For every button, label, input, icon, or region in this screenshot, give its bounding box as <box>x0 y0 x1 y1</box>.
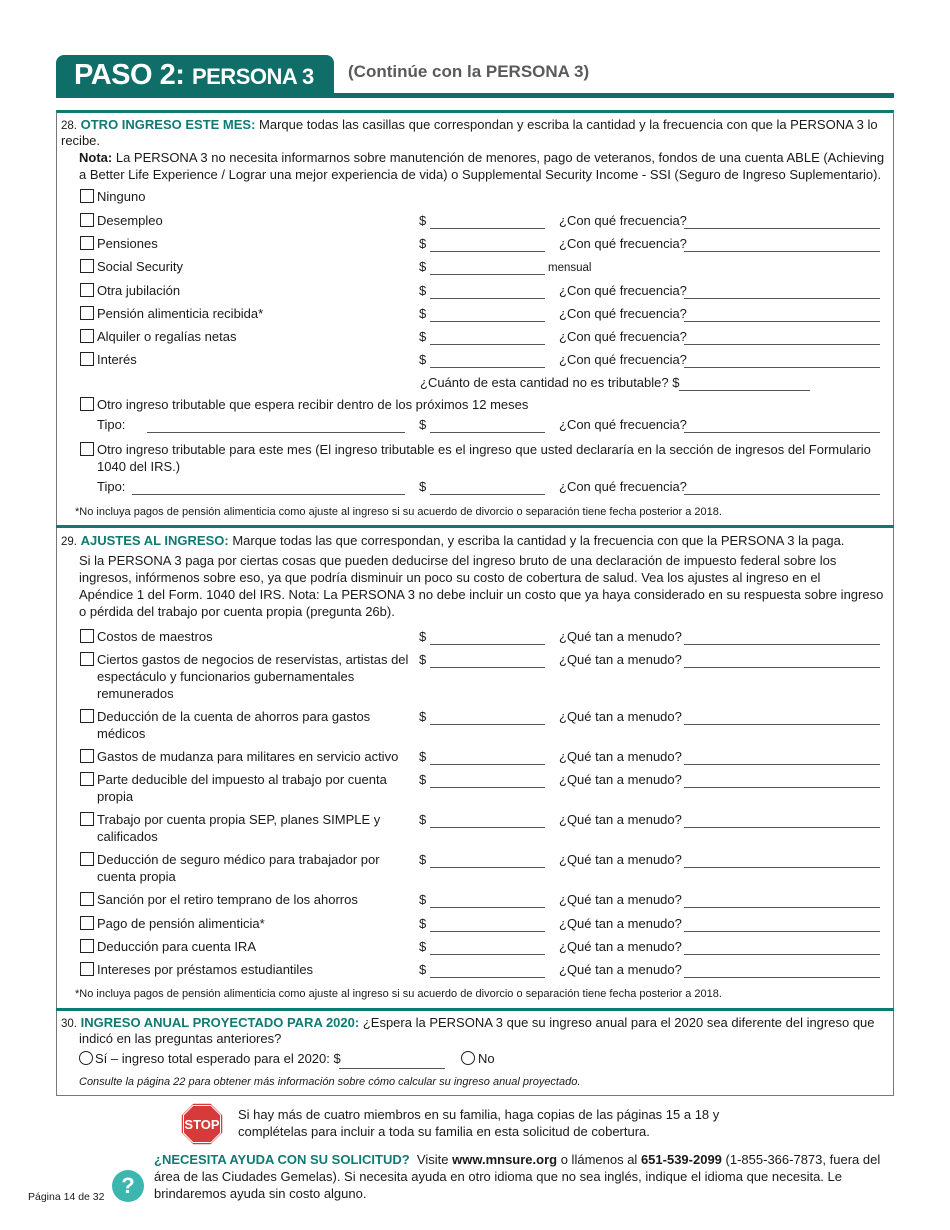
checkbox[interactable] <box>80 852 94 866</box>
how-often-field[interactable] <box>684 764 880 765</box>
checkbox[interactable] <box>80 749 94 763</box>
checkbox[interactable] <box>80 236 94 250</box>
checkbox[interactable] <box>80 962 94 976</box>
label-other-12-months: Otro ingreso tributable que espera recibir dentro de los próximos 12 meses <box>97 397 529 412</box>
section-divider <box>56 1008 894 1011</box>
currency-sign: $ <box>419 259 427 274</box>
checkbox[interactable] <box>80 709 94 723</box>
help-question-icon: ? <box>112 1170 144 1202</box>
help-phone-alt: (1-855-366-7873, fuera del <box>725 1152 881 1167</box>
amount-field[interactable] <box>430 867 545 868</box>
q30-title: INGRESO ANUAL PROYECTADO PARA 2020: <box>80 1015 360 1030</box>
checkbox[interactable] <box>80 916 94 930</box>
checkbox-other-12-months[interactable] <box>80 397 94 411</box>
section-divider <box>56 525 894 528</box>
checkbox[interactable] <box>80 259 94 273</box>
currency-sign: $ <box>419 852 427 867</box>
radio-yes[interactable] <box>79 1051 93 1065</box>
radio-no[interactable] <box>461 1051 475 1065</box>
checkbox[interactable] <box>80 629 94 643</box>
income-type-label: Otra jubilación <box>97 283 181 298</box>
stop-sign-icon <box>180 1102 224 1146</box>
how-often-label: ¿Qué tan a menudo? <box>559 652 682 667</box>
monthly-label: mensual <box>548 262 592 274</box>
amount-field[interactable] <box>430 787 545 788</box>
checkbox-ninguno[interactable] <box>80 189 94 203</box>
amount-field[interactable] <box>430 494 545 495</box>
q28-note <box>79 149 889 166</box>
checkbox[interactable] <box>80 892 94 906</box>
amount-field[interactable] <box>430 298 545 299</box>
frequency-field[interactable] <box>684 432 880 433</box>
amount-field[interactable] <box>430 667 545 668</box>
adjustment-label: Gastos de mudanza para militares en servicio activo <box>97 749 399 764</box>
checkbox[interactable] <box>80 329 94 343</box>
header-rule <box>56 93 894 98</box>
adjustment-label: Deducción de la cuenta de ahorros para gastos <box>97 709 371 724</box>
amount-field[interactable] <box>430 977 545 978</box>
checkbox[interactable] <box>80 939 94 953</box>
frequency-field[interactable] <box>684 321 880 322</box>
checkbox-other-this-month[interactable] <box>80 442 94 456</box>
currency-sign: $ <box>419 939 427 954</box>
adjustment-label: Parte deducible del impuesto al trabajo por cuenta <box>97 772 387 787</box>
adjustment-label: médicos <box>97 726 146 741</box>
adjustment-label: remunerados <box>97 686 174 701</box>
currency-sign: $ <box>419 962 427 977</box>
adjustment-label: Deducción de seguro médico para trabajador por <box>97 852 380 867</box>
how-often-label: ¿Qué tan a menudo? <box>559 939 682 954</box>
frequency-field[interactable] <box>684 228 880 229</box>
income-type-label: Pensión alimenticia recibida* <box>97 306 264 321</box>
amount-field[interactable] <box>430 321 545 322</box>
adjustment-label: Sanción por el retiro temprano de los ahorros <box>97 892 358 907</box>
q29-heading <box>61 532 886 551</box>
label-other-this-month-cont: 1040 del IRS.) <box>97 459 181 474</box>
how-often-field[interactable] <box>684 827 880 828</box>
currency-sign: $ <box>419 306 427 321</box>
how-often-label: ¿Qué tan a menudo? <box>559 749 682 764</box>
amount-field[interactable] <box>430 644 545 645</box>
how-often-field[interactable] <box>684 787 880 788</box>
non-taxable-amount-field[interactable] <box>679 390 810 391</box>
amount-field[interactable] <box>430 764 545 765</box>
currency-sign: $ <box>419 892 427 907</box>
help-visit: Visite <box>416 1152 449 1167</box>
how-often-label: ¿Qué tan a menudo? <box>559 772 682 787</box>
q28-note-cont: a Better Life Experience / Lograr una mejor experiencia de vida) o Supplemental Security Income - SSI (Seguro de Ingreso Suplementario). <box>79 167 882 182</box>
amount-field[interactable] <box>430 367 545 368</box>
q30-question-cont: indicó en las preguntas anteriores? <box>79 1031 282 1046</box>
adjustment-label: espectáculo y funcionarios gubernamentales <box>97 669 355 684</box>
how-often-label: ¿Qué tan a menudo? <box>559 812 682 827</box>
checkbox[interactable] <box>80 352 94 366</box>
how-often-field[interactable] <box>684 907 880 908</box>
help-line-2: área de las Ciudades Gemelas). Si necesita ayuda en otro idioma que no sea inglés, indique el idioma que necesita. Le <box>154 1169 842 1184</box>
currency-sign: $ <box>419 916 427 931</box>
income-type-label: Interés <box>97 352 137 367</box>
q28-footnote: *No incluya pagos de pensión alimenticia como ajuste al ingreso si su acuerdo de divorcio o separación tiene fecha posterior a 2018. <box>75 506 722 518</box>
amount-field[interactable] <box>430 907 545 908</box>
frequency-field[interactable] <box>684 251 880 252</box>
amount-field[interactable] <box>430 228 545 229</box>
amount-field[interactable] <box>430 931 545 932</box>
checkbox[interactable] <box>80 652 94 666</box>
amount-field[interactable] <box>430 724 545 725</box>
help-site-link[interactable]: www.mnsure.org <box>452 1152 558 1167</box>
expected-income-field[interactable] <box>339 1068 445 1069</box>
type-label: Tipo: <box>97 479 126 494</box>
how-often-label: ¿Qué tan a menudo? <box>559 709 682 724</box>
amount-field[interactable] <box>430 432 545 433</box>
amount-field[interactable] <box>430 827 545 828</box>
currency-sign: $ <box>419 213 427 228</box>
how-often-label: ¿Qué tan a menudo? <box>559 629 682 644</box>
how-often-field[interactable] <box>684 724 880 725</box>
q29-paragraph-line: o pérdida del trabajo por cuenta propia (pregunta 26b). <box>79 604 395 619</box>
adjustment-label: propia <box>97 789 134 804</box>
income-type-label: Pensiones <box>97 236 158 251</box>
income-type-label: Desempleo <box>97 213 163 228</box>
q29-footnote: *No incluya pagos de pensión alimenticia como ajuste al ingreso si su acuerdo de divorcio o separación tiene fecha posterior a 2018. <box>75 988 722 1000</box>
q28-number: 28. <box>61 120 77 132</box>
frequency-label: ¿Con qué frecuencia? <box>559 213 687 228</box>
stop-text-cont: complételas para incluir a toda su familia en esta solicitud de cobertura. <box>238 1124 650 1139</box>
how-often-field[interactable] <box>684 931 880 932</box>
q30-hint: Consulte la página 22 para obtener más información sobre cómo calcular su ingreso anual proyectado. <box>79 1076 581 1088</box>
frequency-label: ¿Con qué frecuencia? <box>559 306 687 321</box>
currency-sign: $ <box>419 652 427 667</box>
currency-sign: $ <box>419 283 427 298</box>
adjustment-label: cuenta propia <box>97 869 176 884</box>
currency-sign: $ <box>419 352 427 367</box>
adjustment-label: Deducción para cuenta IRA <box>97 939 256 954</box>
help-phone[interactable]: 651-539-2099 <box>640 1152 722 1167</box>
person-label: PERSONA 3 <box>191 64 314 89</box>
currency-sign: $ <box>419 479 427 494</box>
frequency-label: ¿Con qué frecuencia? <box>559 283 687 298</box>
q29-intro: Marque todas las que correspondan, y escriba la cantidad y la frecuencia con que la PERSONA 3 la paga. <box>232 533 845 548</box>
currency-sign: $ <box>419 749 427 764</box>
currency-sign: $ <box>419 417 427 432</box>
how-often-field[interactable] <box>684 644 880 645</box>
step-label: PASO 2: <box>74 59 185 91</box>
currency-sign: $ <box>419 709 427 724</box>
header-subtitle: (Continúe con la PERSONA 3) <box>348 62 590 81</box>
page-number: Página 14 de 32 <box>28 1191 105 1203</box>
type-field[interactable] <box>147 432 405 433</box>
currency-sign: $ <box>419 629 427 644</box>
step-header-tab <box>56 55 334 95</box>
q28-heading <box>61 116 886 135</box>
help-or-call: o llámenos al <box>560 1152 638 1167</box>
adjustment-label: Ciertos gastos de negocios de reservistas, artistas del <box>97 652 409 667</box>
currency-sign: $ <box>419 812 427 827</box>
adjustment-label: Costos de maestros <box>97 629 213 644</box>
adjustment-label: calificados <box>97 829 158 844</box>
q30-question: ¿Espera la PERSONA 3 que su ingreso anual para el 2020 sea diferente del ingreso que <box>362 1015 875 1030</box>
how-often-field[interactable] <box>684 867 880 868</box>
type-label: Tipo: <box>97 417 126 432</box>
adjustment-label: Trabajo por cuenta propia SEP, planes SIMPLE y <box>97 812 381 827</box>
adjustment-label: Pago de pensión alimenticia* <box>97 916 265 931</box>
frequency-label: ¿Con qué frecuencia? <box>559 417 687 432</box>
q29-paragraph-line: Apéndice 1 del Form. 1040 del IRS. Nota: La PERSONA 3 no debe incluir un costo que ya haya considerado en su respuesta sobre ingreso <box>79 587 884 602</box>
label-other-this-month: Otro ingreso tributable para este mes (El ingreso tributable es el ingreso que usted declararía en la sección de ingresos del Formulario <box>97 442 871 457</box>
non-taxable-question: ¿Cuánto de esta cantidad no es tributable? $ <box>420 375 680 390</box>
stop-text: Si hay más de cuatro miembros en su familia, haga copias de las páginas 15 a 18 y <box>238 1107 720 1122</box>
how-often-label: ¿Qué tan a menudo? <box>559 962 682 977</box>
help-line-3: brindaremos ayuda sin costo alguno. <box>154 1186 367 1201</box>
stop-sign-text: STOP <box>184 1117 220 1132</box>
q28-title: OTRO INGRESO ESTE MES: <box>80 117 256 132</box>
currency-sign: $ <box>419 329 427 344</box>
checkbox[interactable] <box>80 772 94 786</box>
q29-title: AJUSTES AL INGRESO: <box>80 533 229 548</box>
how-often-label: ¿Qué tan a menudo? <box>559 852 682 867</box>
how-often-field[interactable] <box>684 977 880 978</box>
label-yes: Sí – ingreso total esperado para el 2020: $ <box>95 1051 341 1066</box>
checkbox[interactable] <box>80 283 94 297</box>
frequency-label: ¿Con qué frecuencia? <box>559 479 687 494</box>
frequency-field[interactable] <box>684 367 880 368</box>
adjustment-label: Intereses por préstamos estudiantiles <box>97 962 314 977</box>
income-type-label: Alquiler o regalías netas <box>97 329 237 344</box>
q29-number: 29. <box>61 536 77 548</box>
type-field[interactable] <box>132 494 405 495</box>
currency-sign: $ <box>419 772 427 787</box>
help-line-1 <box>154 1151 894 1168</box>
how-often-label: ¿Qué tan a menudo? <box>559 916 682 931</box>
q29-paragraph-line: ingresos, infórmenos sobre eso, ya que podría disminuir un poco su costo de cobertura de salud. Vea los ajustes al ingreso en el <box>79 570 821 585</box>
income-type-label: Social Security <box>97 259 183 274</box>
q28-intro-cont: recibe. <box>61 133 101 148</box>
checkbox[interactable] <box>80 213 94 227</box>
checkbox[interactable] <box>80 812 94 826</box>
q30-number: 30. <box>61 1018 77 1030</box>
frequency-label: ¿Con qué frecuencia? <box>559 352 687 367</box>
currency-sign: $ <box>419 236 427 251</box>
how-often-label: ¿Qué tan a menudo? <box>559 892 682 907</box>
label-ninguno: Ninguno <box>97 189 146 204</box>
amount-field[interactable] <box>430 251 545 252</box>
q29-paragraph-line: Si la PERSONA 3 paga por ciertas cosas que pueden deducirse del ingreso bruto de una declaración de impuesto federal sobre los <box>79 553 837 568</box>
how-often-field[interactable] <box>684 954 880 955</box>
frequency-field[interactable] <box>684 298 880 299</box>
frequency-label: ¿Con qué frecuencia? <box>559 236 687 251</box>
q28-note-text: La PERSONA 3 no necesita informarnos sobre manutención de menores, pago de veteranos, fondos de una cuenta ABLE (Achieving <box>115 150 885 165</box>
frequency-field[interactable] <box>684 494 880 495</box>
label-no: No <box>478 1051 495 1066</box>
how-often-field[interactable] <box>684 667 880 668</box>
q28-intro: Marque todas las casillas que correspondan y escriba la cantidad y la frecuencia con que la PERSONA 3 lo <box>259 117 878 132</box>
note-label: Nota: <box>79 150 113 165</box>
checkbox[interactable] <box>80 306 94 320</box>
amount-field[interactable] <box>430 344 545 345</box>
amount-field[interactable] <box>430 274 545 275</box>
help-title: ¿NECESITA AYUDA CON SU SOLICITUD? <box>154 1152 410 1167</box>
frequency-field[interactable] <box>684 344 880 345</box>
frequency-label: ¿Con qué frecuencia? <box>559 329 687 344</box>
amount-field[interactable] <box>430 954 545 955</box>
